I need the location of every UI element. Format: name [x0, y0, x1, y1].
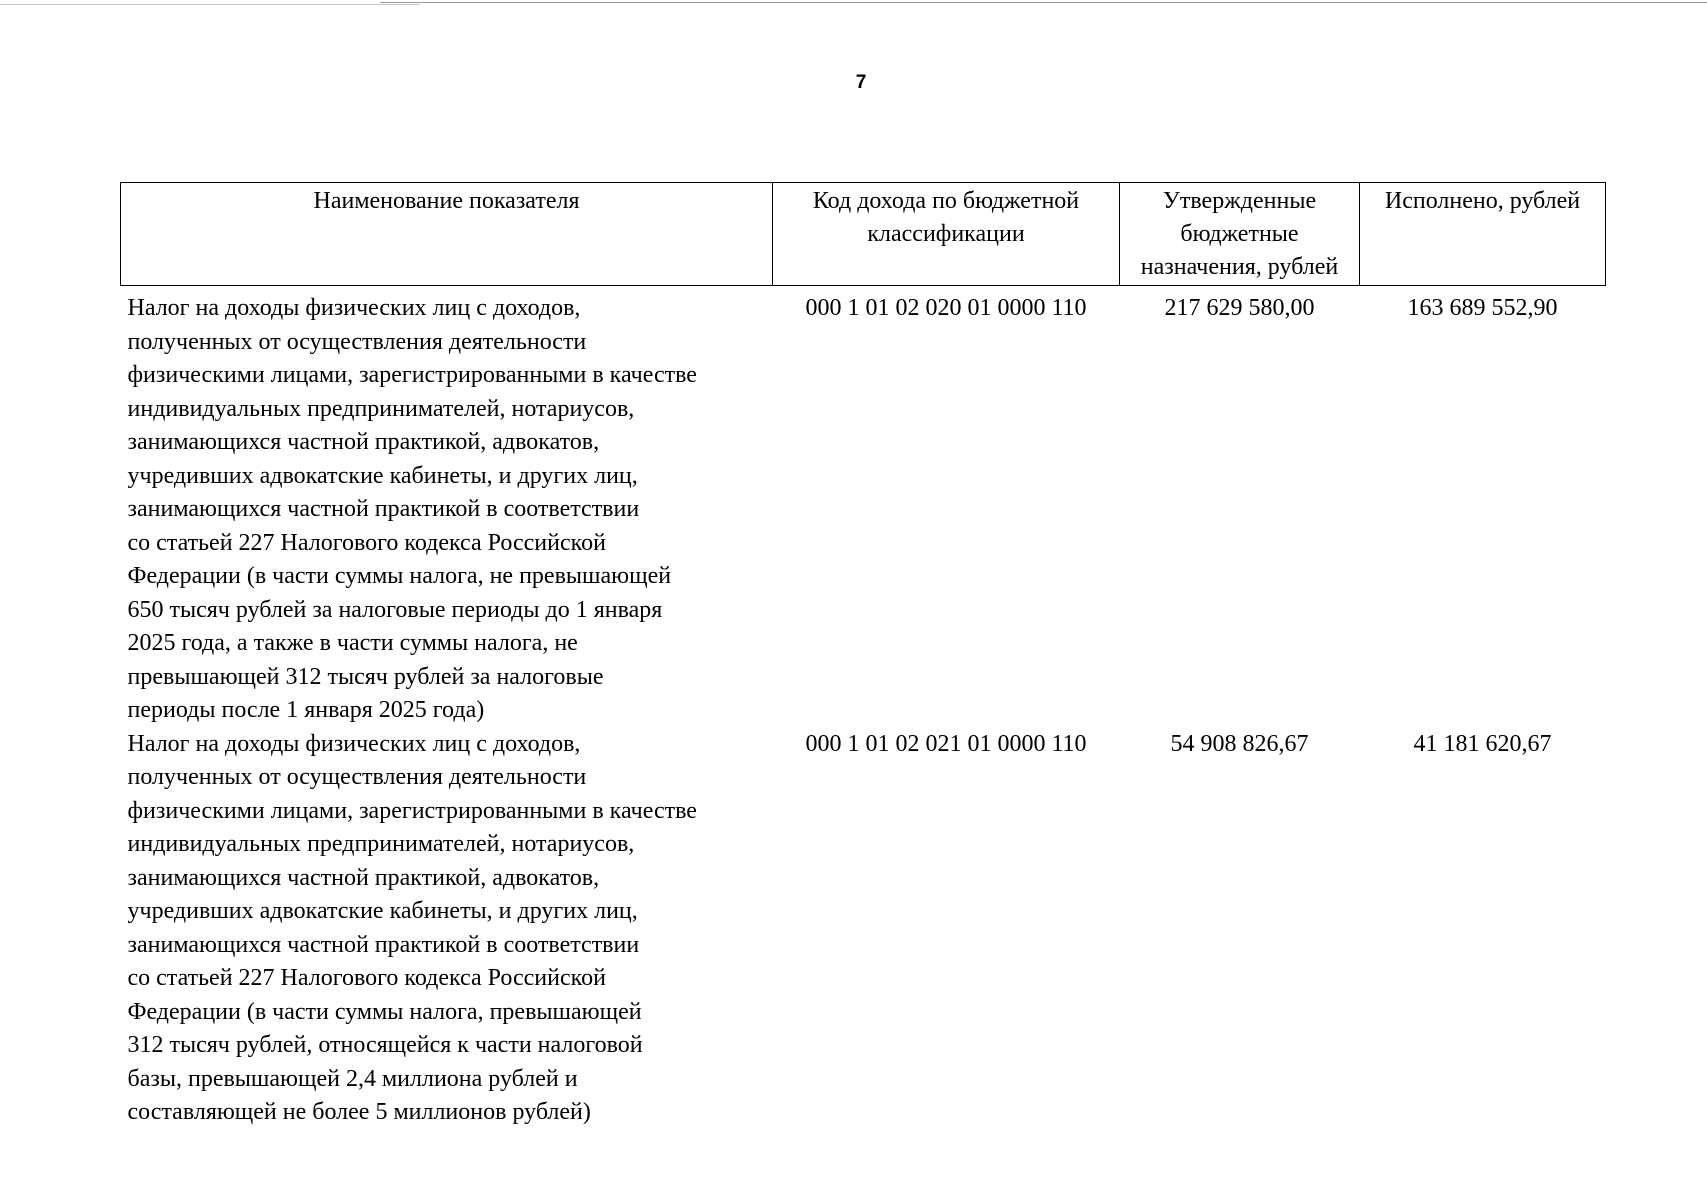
name-line: учредивших адвокатские кабинеты, и других лиц,: [127, 462, 638, 489]
name-line: физическими лицами, зарегистрированными в качестве: [127, 362, 697, 388]
name-line: занимающихся частной практикой, адвокатов,: [127, 864, 600, 891]
name-line: Федерации (в части суммы налога, превышающей: [127, 998, 642, 1025]
scan-edge-line: [380, 2, 1707, 3]
name-line: полученных от осуществления деятельности: [127, 328, 587, 355]
header-revenue-code: Код дохода по бюджетной классификации: [773, 183, 1120, 286]
name-line: составляющей не более 5 миллионов рублей): [127, 1099, 591, 1125]
name-line: занимающихся частной практикой, адвокатов,: [127, 429, 600, 455]
name-line: индивидуальных предпринимателей, нотариусов,: [127, 395, 635, 422]
name-line: Налог на доходы физических лиц с доходов,: [127, 295, 581, 321]
name-line: занимающихся частной практикой в соответствии: [127, 931, 640, 958]
table-row: [121, 728, 1606, 1130]
revenue-code: 000 1 01 02 020 01 0000 110: [805, 295, 1087, 321]
name-line: 2025 года, а также в части суммы налога, не: [127, 630, 578, 656]
executed-amount: 41 181 620,67: [1413, 730, 1552, 757]
name-line: периоды после 1 января 2025 года): [127, 697, 485, 723]
approved-amount: 54 908 826,67: [1170, 730, 1309, 757]
name-line: индивидуальных предпринимателей, нотариусов,: [127, 831, 635, 857]
header-indicator-name: Наименование показателя: [121, 183, 773, 286]
name-line: 650 тысяч рублей за налоговые периоды до 1 января: [127, 596, 663, 623]
name-line: превышающей 312 тысяч рублей за налоговые: [127, 663, 604, 690]
scan-edge-line-left: [0, 4, 420, 5]
name-line: со статьей 227 Налогового кодекса Российской: [127, 965, 606, 991]
page-number: 7: [855, 72, 867, 93]
name-line: Федерации (в части суммы налога, не превышающей: [127, 563, 672, 589]
name-line: базы, превышающей 2,4 миллиона рублей и: [127, 1065, 578, 1092]
name-line: Налог на доходы физических лиц с доходов,: [127, 730, 581, 757]
indicator-name: [121, 286, 773, 728]
indicator-name: [121, 728, 773, 1130]
name-line: учредивших адвокатские кабинеты, и других лиц,: [127, 898, 638, 924]
name-line: физическими лицами, зарегистрированными в качестве: [127, 797, 697, 824]
executed-amount: 163 689 552,90: [1407, 295, 1558, 321]
table-header-row: [121, 183, 1606, 286]
name-line: занимающихся частной практикой в соответствии: [127, 496, 640, 522]
header-approved-amount: Утвержденные бюджетные назначения, рублей: [1120, 183, 1360, 286]
header-executed-amount: Исполнено, рублей: [1360, 183, 1606, 286]
name-line: полученных от осуществления деятельности: [127, 764, 587, 790]
approved-amount: 217 629 580,00: [1164, 295, 1315, 321]
name-line: 312 тысяч рублей, относящейся к части налоговой: [127, 1032, 643, 1058]
name-line: со статьей 227 Налогового кодекса Российской: [127, 529, 606, 556]
table-row: [121, 286, 1606, 728]
revenue-code: 000 1 01 02 021 01 0000 110: [805, 730, 1087, 757]
revenue-table: [120, 182, 1606, 1130]
